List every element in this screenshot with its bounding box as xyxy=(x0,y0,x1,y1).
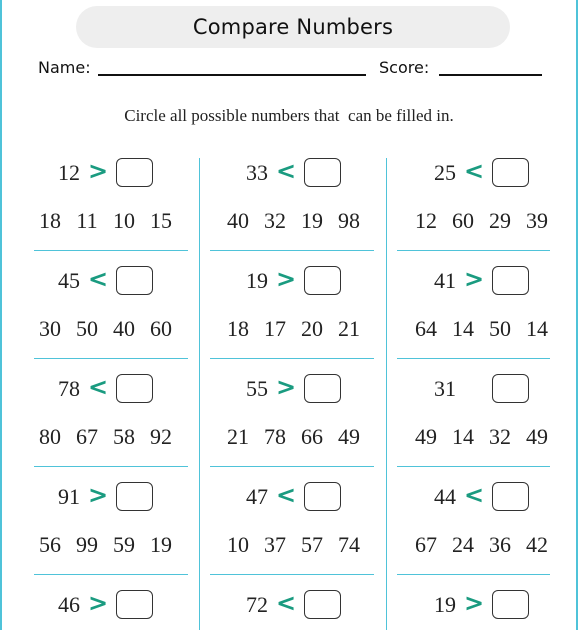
left-number: 91 xyxy=(58,484,80,509)
option-number[interactable]: 20 xyxy=(301,316,323,341)
answer-box[interactable] xyxy=(492,590,529,619)
option-number[interactable]: 19 xyxy=(301,208,323,233)
left-number: 55 xyxy=(246,376,268,401)
option-number[interactable]: 64 xyxy=(415,316,437,341)
option-number[interactable]: 66 xyxy=(301,424,323,449)
problem-cell xyxy=(208,374,396,482)
problem-cell xyxy=(208,266,396,374)
option-number[interactable]: 18 xyxy=(39,208,61,233)
option-number[interactable]: 42 xyxy=(526,532,548,557)
option-number[interactable]: 60 xyxy=(452,208,474,233)
left-number: 44 xyxy=(434,484,456,509)
answer-box[interactable] xyxy=(492,374,529,403)
problem-cell xyxy=(20,158,208,266)
option-number[interactable]: 49 xyxy=(415,424,437,449)
option-number[interactable]: 17 xyxy=(264,316,286,341)
comparison-operator: < xyxy=(275,589,297,617)
comparison-operator: > xyxy=(87,589,109,617)
answer-box[interactable] xyxy=(116,158,153,187)
answer-box[interactable] xyxy=(116,590,153,619)
left-number: 12 xyxy=(58,160,80,185)
comparison-operator: > xyxy=(87,481,109,509)
option-number[interactable]: 58 xyxy=(113,424,135,449)
option-number[interactable]: 57 xyxy=(301,532,323,557)
comparison-operator: < xyxy=(463,157,485,185)
comparison-operator: > xyxy=(275,265,297,293)
option-number[interactable]: 19 xyxy=(150,532,172,557)
comparison-operator: > xyxy=(87,157,109,185)
left-number: 41 xyxy=(434,268,456,293)
left-number: 72 xyxy=(246,592,268,617)
answer-box[interactable] xyxy=(304,374,341,403)
comparison-operator: < xyxy=(275,157,297,185)
problem-cell xyxy=(208,590,396,630)
answer-box[interactable] xyxy=(116,374,153,403)
option-number[interactable]: 56 xyxy=(39,532,61,557)
comparison-operator: > xyxy=(463,589,485,617)
option-number[interactable]: 24 xyxy=(452,532,474,557)
option-number[interactable]: 29 xyxy=(489,208,511,233)
comparison-operator: < xyxy=(87,373,109,401)
comparison-operator: < xyxy=(275,481,297,509)
score-label: Score: xyxy=(379,58,430,77)
option-number[interactable]: 10 xyxy=(113,208,135,233)
problem-cell xyxy=(20,590,208,630)
problem-cell xyxy=(396,590,578,630)
problem-cell xyxy=(20,266,208,374)
option-number[interactable]: 21 xyxy=(227,424,249,449)
problem-cell xyxy=(20,374,208,482)
problem-cell xyxy=(20,482,208,590)
left-number: 25 xyxy=(434,160,456,185)
option-number[interactable]: 14 xyxy=(452,424,474,449)
problem-cell xyxy=(208,482,396,590)
name-field-line[interactable] xyxy=(98,74,366,76)
option-number[interactable]: 50 xyxy=(489,316,511,341)
option-number[interactable]: 67 xyxy=(415,532,437,557)
option-number[interactable]: 92 xyxy=(150,424,172,449)
option-number[interactable]: 49 xyxy=(526,424,548,449)
option-number[interactable]: 12 xyxy=(415,208,437,233)
option-number[interactable]: 30 xyxy=(39,316,61,341)
left-number: 45 xyxy=(58,268,80,293)
answer-box[interactable] xyxy=(304,158,341,187)
problem-cell xyxy=(208,158,396,266)
title-banner xyxy=(76,6,510,48)
left-number: 33 xyxy=(246,160,268,185)
option-number[interactable]: 59 xyxy=(113,532,135,557)
option-number[interactable]: 50 xyxy=(76,316,98,341)
option-number[interactable]: 98 xyxy=(338,208,360,233)
option-number[interactable]: 36 xyxy=(489,532,511,557)
option-number[interactable]: 18 xyxy=(227,316,249,341)
option-number[interactable]: 14 xyxy=(452,316,474,341)
problem-cell xyxy=(396,266,578,374)
option-number[interactable]: 40 xyxy=(227,208,249,233)
instruction-text: Circle all possible numbers that can be filled in. xyxy=(124,106,454,125)
option-number[interactable]: 11 xyxy=(76,208,98,233)
option-number[interactable]: 32 xyxy=(264,208,286,233)
option-number[interactable]: 67 xyxy=(76,424,98,449)
answer-box[interactable] xyxy=(304,590,341,619)
score-field-line[interactable] xyxy=(439,74,542,76)
left-number: 19 xyxy=(246,268,268,293)
problem-cell xyxy=(396,158,578,266)
option-number[interactable]: 10 xyxy=(227,532,249,557)
left-number: 31 xyxy=(434,376,456,401)
left-number: 47 xyxy=(246,484,268,509)
problem-cell xyxy=(396,374,578,482)
option-number[interactable]: 49 xyxy=(338,424,360,449)
option-number[interactable]: 60 xyxy=(150,316,172,341)
page-title: Compare Numbers xyxy=(192,15,394,39)
comparison-operator: > xyxy=(275,373,297,401)
option-number[interactable]: 14 xyxy=(526,316,548,341)
option-number[interactable]: 99 xyxy=(76,532,98,557)
comparison-operator: < xyxy=(87,265,109,293)
left-number: 46 xyxy=(58,592,80,617)
option-number[interactable]: 21 xyxy=(338,316,360,341)
problem-cell xyxy=(396,482,578,590)
option-number[interactable]: 80 xyxy=(39,424,61,449)
comparison-operator: > xyxy=(463,265,485,293)
option-number[interactable]: 32 xyxy=(489,424,511,449)
name-label: Name: xyxy=(38,58,91,77)
answer-box[interactable] xyxy=(492,482,529,511)
answer-box[interactable] xyxy=(492,266,529,295)
option-number[interactable]: 15 xyxy=(150,208,172,233)
answer-box[interactable] xyxy=(116,266,153,295)
answer-box[interactable] xyxy=(304,266,341,295)
answer-box[interactable] xyxy=(492,158,529,187)
left-number: 19 xyxy=(434,592,456,617)
option-number[interactable]: 37 xyxy=(264,532,286,557)
option-number[interactable]: 40 xyxy=(113,316,135,341)
option-number[interactable]: 78 xyxy=(264,424,286,449)
name-score-row xyxy=(38,56,548,80)
option-number[interactable]: 74 xyxy=(338,532,360,557)
option-number[interactable]: 39 xyxy=(526,208,548,233)
answer-box[interactable] xyxy=(116,482,153,511)
left-number: 78 xyxy=(58,376,80,401)
answer-box[interactable] xyxy=(304,482,341,511)
comparison-operator: < xyxy=(463,481,485,509)
